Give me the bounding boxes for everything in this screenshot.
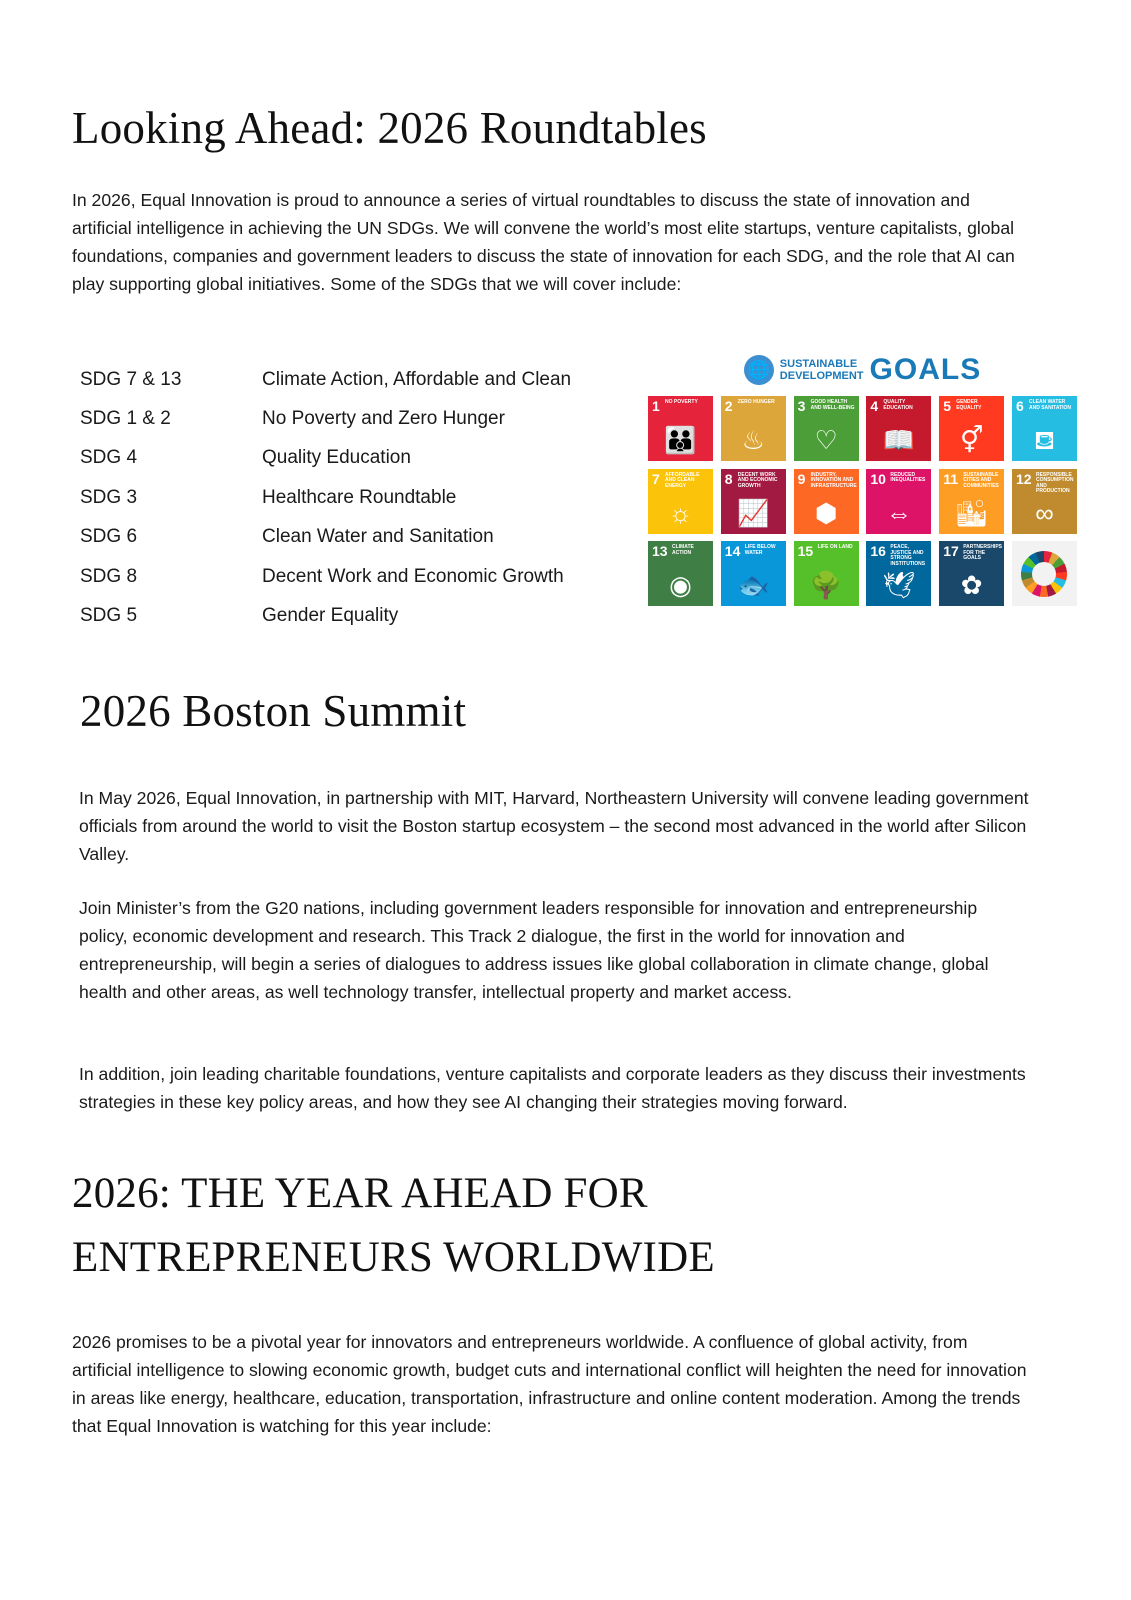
sdg-tile-label: LIFE ON LAND <box>817 544 853 550</box>
sdg-goal-icon: ◉ <box>669 570 692 600</box>
sdg-tile-7 <box>648 469 713 534</box>
sdg-name: Gender Equality <box>262 605 399 627</box>
sdg-tile-10 <box>866 469 931 534</box>
sdg-tile-number: 15 <box>797 543 814 559</box>
sdg-code: SDG 8 <box>80 565 138 587</box>
sdg-tile-13 <box>648 541 713 606</box>
sdg-code: SDG 6 <box>80 526 138 548</box>
sdg-tile-label: INDUSTRY, INNOVATION AND INFRASTRUCTURE <box>810 471 857 489</box>
sdg-code: SDG 7 & 13 <box>80 368 182 390</box>
sdg-tile-number: 13 <box>652 543 668 559</box>
sdg-tile-1 <box>648 396 713 461</box>
sdg-goal-icon: 🏙 <box>955 497 989 528</box>
sdg-tile-label: DECENT WORK AND ECONOMIC GROWTH <box>737 471 778 489</box>
boston-paragraph-2: Join Minister’s from the G20 nations, including government leaders responsible for innovation and entrepreneurship policy, economic development and research. This Track 2 dialogue, the first in the world for innovation and entrepreneurship, will begin a series of dialogues to address issues like global collaboration in climate change, global health and other areas, as well technology transfer, intellectual property and market access. <box>79 898 989 1002</box>
sdg-tile-label: CLEAN WATER AND SANITATION <box>1028 399 1072 411</box>
sdg-tile-5 <box>939 396 1004 461</box>
sdg-tile-label: SUSTAINABLE CITIES AND COMMUNITIES <box>963 471 999 489</box>
sdg-tile-14 <box>721 541 786 606</box>
sdg-list-item <box>80 439 620 478</box>
year-ahead-paragraph: 2026 promises to be a pivotal year for innovators and entrepreneurs worldwide. A confluence of global activity, from artificial intelligence to slowing economic growth, budget cuts and international conflict will heighten the need for innovation in areas like energy, healthcare, education, transportation, infrastructure and online content moderation. Among the trends that Equal Innovation is watching for this year include: <box>72 1332 1027 1436</box>
sdg-tile-11 <box>939 469 1004 534</box>
poster-subtitle <box>780 358 864 382</box>
sdg-name: Decent Work and Economic Growth <box>262 565 564 587</box>
sdg-tile-number: 5 <box>943 398 951 414</box>
sdg-tile-number: 12 <box>1015 470 1032 487</box>
sdg-tile-15 <box>794 541 859 606</box>
sdg-tile-label: REDUCED INEQUALITIES <box>890 471 926 483</box>
sdg-tile-label: ZERO HUNGER <box>737 399 775 405</box>
sdg-tile-label: RESPONSIBLE CONSUMPTION AND PRODUCTION <box>1035 471 1074 494</box>
sdg-tile-number: 7 <box>652 470 660 487</box>
sdg-tile-label: NO POVERTY <box>665 399 698 405</box>
sdg-tile-label: LIFE BELOW WATER <box>744 544 776 556</box>
poster-goals-word: GOALS <box>869 353 982 386</box>
sdg-goal-icon: 🐟 <box>737 570 770 600</box>
boston-paragraph-1: In May 2026, Equal Innovation, in partnership with MIT, Harvard, Northeastern University will convene leading government officials from around the world to visit the Boston startup ecosystem – the second most advanced in the world after Silicon Valley. <box>79 788 1029 864</box>
sdg-tile-number: 14 <box>724 543 741 559</box>
sdg-code: SDG 3 <box>80 486 138 508</box>
sdg-goal-icon: ⬢ <box>814 497 838 528</box>
sdg-goal-icon: 📖 <box>882 425 916 455</box>
sdg-goal-icon: ☼ <box>668 497 693 528</box>
sdg-tile-number: 1 <box>652 398 660 414</box>
sdg-tile-8 <box>721 469 786 534</box>
sdg-goal-icon: ♡ <box>814 425 838 455</box>
sdg-name: Quality Education <box>262 447 411 469</box>
sdg-tile-17 <box>939 541 1004 606</box>
sdg-name: Healthcare Roundtable <box>262 486 457 508</box>
sdg-tile-number: 8 <box>724 470 733 487</box>
sdg-goal-icon: ♨ <box>741 425 765 455</box>
boston-paragraph-3: In addition, join leading charitable foundations, venture capitalists and corporate leaders as they discuss their investments strategies in these key policy areas, and how they see AI changing their strategies moving forward. <box>79 1064 1026 1112</box>
sdg-tile-label: GOOD HEALTH AND WELL-BEING <box>810 399 855 411</box>
sdg-name: No Poverty and Zero Hunger <box>262 408 505 430</box>
sdg-tile-number: 2 <box>724 398 733 414</box>
sdg-goal-icon: 🕊 <box>882 570 916 600</box>
year-ahead-heading <box>72 1162 715 1290</box>
sdg-roundtable-list <box>80 360 620 636</box>
sdg-tile-3 <box>794 396 859 461</box>
sdg-list-item <box>80 360 620 399</box>
sdg-goals-poster <box>648 350 1077 610</box>
sdg-tile-number: 9 <box>797 470 806 487</box>
sdg-tile-label: QUALITY EDUCATION <box>883 399 913 411</box>
sdg-goal-icon: ⇔ <box>885 497 912 528</box>
poster-subtitle-line2: DEVELOPMENT <box>779 370 864 382</box>
sdg-tile-number: 17 <box>943 543 959 559</box>
sdg-tile-9 <box>794 469 859 534</box>
sdg-tile-16 <box>866 541 931 606</box>
poster-header <box>648 350 1077 390</box>
sdg-name: Clean Water and Sanitation <box>262 526 494 548</box>
sdg-tile-label: PARTNERSHIPS FOR THE GOALS <box>963 544 1002 561</box>
un-emblem-icon: 🌐 <box>744 355 774 385</box>
sdg-name: Climate Action, Affordable and Clean <box>262 368 572 390</box>
sdg-tile-number: 3 <box>797 398 806 414</box>
roundtables-intro: In 2026, Equal Innovation is proud to announce a series of virtual roundtables to discuss the state of innovation and artificial intelligence in achieving the UN SDGs. We will convene the world’s most elite startups, venture capitalists, global foundations, companies and government leaders to discuss the state of innovation for each SDG, and the role that AI can play supporting global initiatives. Some of the SDGs that we will cover include: <box>72 190 1015 294</box>
poster-subtitle-line1: SUSTAINABLE <box>779 358 858 370</box>
sdg-wheel-logo <box>1012 541 1077 606</box>
sdg-list-item <box>80 557 620 596</box>
sdg-tiles-grid <box>648 396 1077 606</box>
sdg-tile-label: AFFORDABLE AND CLEAN ENERGY <box>665 471 700 489</box>
sdg-tile-number: 10 <box>870 470 886 487</box>
sdg-tile-label: GENDER EQUALITY <box>956 399 982 411</box>
sdg-code: SDG 5 <box>80 605 138 627</box>
sdg-tile-number: 4 <box>870 398 879 414</box>
sdg-tile-6 <box>1012 396 1077 461</box>
sdg-goal-icon: 📈 <box>737 497 770 528</box>
sdg-tile-label: CLIMATE ACTION <box>672 544 694 556</box>
year-ahead-heading-line2: ENTREPRENEURS WORLDWIDE <box>72 1234 715 1281</box>
sdg-tile-label: PEACE, JUSTICE AND STRONG INSTITUTIONS <box>890 544 926 567</box>
sdg-goal-icon: ✿ <box>960 570 983 600</box>
sdg-goal-icon: ⛾ <box>1033 425 1056 455</box>
year-ahead-heading-line1: 2026: THE YEAR AHEAD FOR <box>72 1170 648 1217</box>
sdg-goal-icon: 👪 <box>664 425 697 455</box>
sdg-list-item <box>80 478 620 517</box>
sdg-list-item <box>80 399 620 438</box>
sdg-wheel-icon <box>1021 551 1067 597</box>
sdg-tile-number: 11 <box>943 470 958 487</box>
sdg-tile-number: 6 <box>1015 398 1024 414</box>
sdg-goal-icon: ⚥ <box>959 425 984 455</box>
sdg-goal-icon: 🌳 <box>809 570 843 600</box>
sdg-tile-2 <box>721 396 786 461</box>
roundtables-heading: Looking Ahead: 2026 Roundtables <box>72 103 707 153</box>
sdg-goal-icon: ∞ <box>1035 497 1054 528</box>
sdg-tile-number: 16 <box>870 543 886 559</box>
sdg-tile-12 <box>1012 469 1077 534</box>
sdg-code: SDG 1 & 2 <box>80 408 171 430</box>
sdg-list-item <box>80 596 620 635</box>
sdg-code: SDG 4 <box>80 447 138 469</box>
boston-heading: 2026 Boston Summit <box>80 686 467 736</box>
sdg-list-item <box>80 518 620 557</box>
sdg-tile-4 <box>866 396 931 461</box>
